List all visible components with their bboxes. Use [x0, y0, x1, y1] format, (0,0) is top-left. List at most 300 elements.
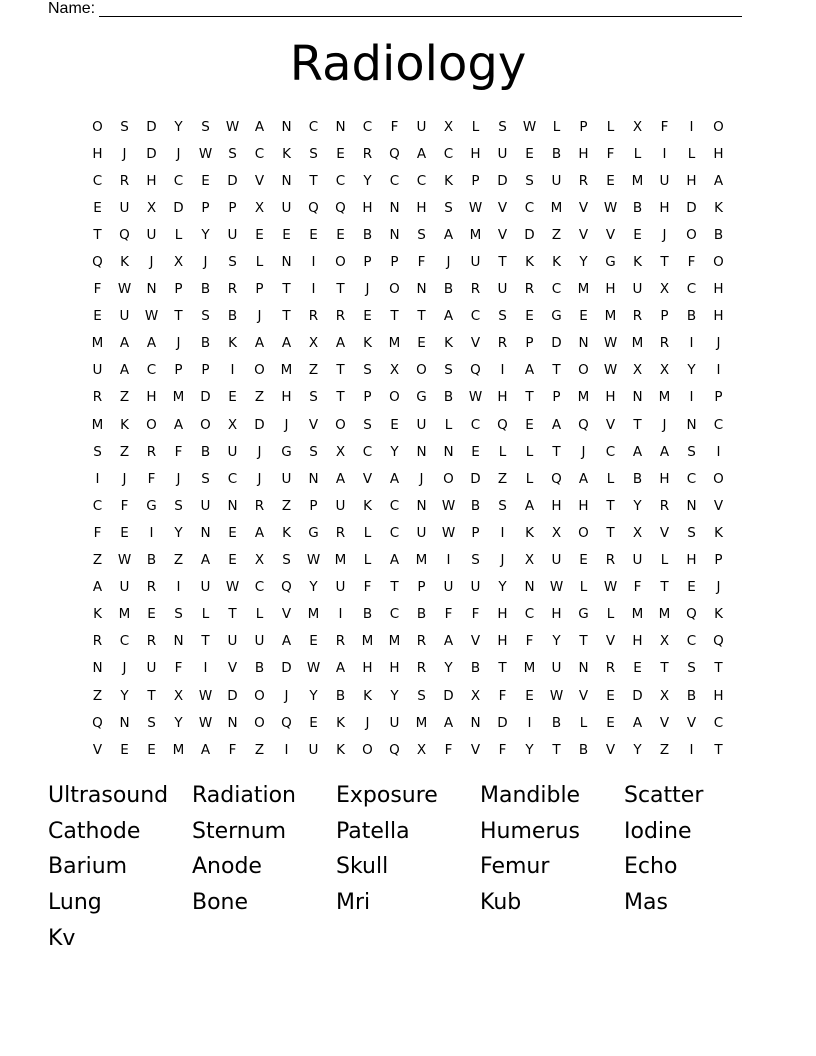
- grid-letter[interactable]: P: [552, 389, 561, 406]
- grid-letter[interactable]: V: [92, 741, 103, 758]
- grid-letter[interactable]: P: [579, 118, 588, 135]
- grid-letter[interactable]: L: [255, 606, 264, 623]
- grid-letter[interactable]: P: [390, 254, 399, 271]
- grid-letter[interactable]: I: [500, 362, 505, 379]
- grid-letter[interactable]: Y: [579, 254, 588, 271]
- grid-letter[interactable]: L: [579, 714, 588, 731]
- grid-letter[interactable]: M: [550, 199, 563, 216]
- grid-letter[interactable]: C: [389, 172, 400, 189]
- name-field[interactable]: [48, 0, 742, 18]
- grid-letter[interactable]: W: [468, 389, 483, 406]
- grid-letter[interactable]: A: [119, 362, 130, 379]
- grid-letter[interactable]: R: [146, 633, 157, 650]
- grid-letter[interactable]: N: [92, 660, 103, 677]
- grid-letter[interactable]: X: [632, 524, 643, 541]
- grid-letter[interactable]: L: [633, 145, 642, 162]
- grid-letter[interactable]: K: [714, 606, 723, 623]
- grid-letter[interactable]: A: [335, 660, 346, 677]
- grid-letter[interactable]: E: [525, 145, 534, 162]
- grid-letter[interactable]: A: [578, 470, 589, 487]
- grid-letter[interactable]: E: [309, 633, 318, 650]
- grid-letter[interactable]: U: [92, 362, 103, 379]
- grid-letter[interactable]: F: [417, 254, 426, 271]
- grid-letter[interactable]: D: [686, 199, 697, 216]
- grid-letter[interactable]: O: [713, 470, 724, 487]
- grid-letter[interactable]: N: [308, 470, 319, 487]
- grid-letter[interactable]: X: [173, 687, 184, 704]
- grid-letter[interactable]: X: [659, 281, 670, 298]
- grid-letter[interactable]: H: [551, 606, 562, 623]
- grid-letter[interactable]: W: [306, 660, 321, 677]
- grid-letter[interactable]: A: [335, 470, 346, 487]
- grid-letter[interactable]: T: [336, 362, 345, 379]
- grid-letter[interactable]: B: [578, 741, 589, 758]
- grid-letter[interactable]: C: [443, 145, 454, 162]
- grid-letter[interactable]: S: [228, 254, 237, 271]
- grid-letter[interactable]: M: [388, 633, 401, 650]
- grid-letter[interactable]: N: [119, 714, 130, 731]
- grid-letter[interactable]: U: [281, 470, 292, 487]
- grid-letter[interactable]: E: [201, 172, 210, 189]
- grid-letter[interactable]: U: [632, 552, 643, 569]
- grid-letter[interactable]: J: [419, 470, 424, 487]
- grid-letter[interactable]: E: [255, 226, 264, 243]
- grid-letter[interactable]: R: [254, 497, 265, 514]
- grid-letter[interactable]: H: [362, 660, 373, 677]
- grid-letter[interactable]: C: [92, 497, 103, 514]
- grid-letter[interactable]: F: [93, 524, 102, 541]
- grid-letter[interactable]: H: [713, 281, 724, 298]
- grid-letter[interactable]: Y: [309, 579, 318, 596]
- grid-letter[interactable]: N: [578, 660, 589, 677]
- grid-letter[interactable]: F: [660, 118, 669, 135]
- grid-letter[interactable]: Y: [444, 660, 453, 677]
- grid-letter[interactable]: X: [416, 741, 427, 758]
- grid-letter[interactable]: J: [716, 335, 721, 352]
- grid-letter[interactable]: T: [714, 741, 723, 758]
- name-blank-line[interactable]: [99, 0, 742, 17]
- grid-letter[interactable]: O: [254, 362, 265, 379]
- grid-letter[interactable]: M: [280, 362, 293, 379]
- grid-letter[interactable]: E: [93, 308, 102, 325]
- grid-letter[interactable]: H: [389, 660, 400, 677]
- grid-letter[interactable]: R: [578, 172, 589, 189]
- grid-letter[interactable]: W: [225, 118, 240, 135]
- grid-letter[interactable]: E: [525, 308, 534, 325]
- grid-letter[interactable]: G: [281, 443, 292, 460]
- grid-letter[interactable]: C: [416, 172, 427, 189]
- grid-letter[interactable]: D: [497, 714, 508, 731]
- grid-letter[interactable]: I: [149, 524, 154, 541]
- grid-letter[interactable]: Z: [659, 741, 670, 758]
- grid-letter[interactable]: K: [525, 254, 534, 271]
- grid-letter[interactable]: O: [389, 389, 400, 406]
- grid-letter[interactable]: C: [335, 172, 346, 189]
- grid-letter[interactable]: T: [147, 687, 156, 704]
- grid-letter[interactable]: L: [687, 145, 696, 162]
- grid-letter[interactable]: E: [120, 741, 129, 758]
- grid-letter[interactable]: I: [203, 660, 208, 677]
- grid-letter[interactable]: P: [660, 308, 669, 325]
- grid-letter[interactable]: U: [227, 226, 238, 243]
- grid-letter[interactable]: V: [497, 226, 508, 243]
- grid-letter[interactable]: A: [254, 118, 265, 135]
- grid-letter[interactable]: T: [390, 308, 399, 325]
- grid-letter[interactable]: K: [714, 199, 723, 216]
- grid-letter[interactable]: T: [606, 497, 615, 514]
- grid-letter[interactable]: N: [416, 281, 427, 298]
- grid-letter[interactable]: X: [632, 362, 643, 379]
- grid-letter[interactable]: J: [365, 714, 370, 731]
- grid-letter[interactable]: Q: [578, 416, 589, 433]
- grid-letter[interactable]: Y: [120, 687, 129, 704]
- grid-letter[interactable]: X: [524, 552, 535, 569]
- grid-letter[interactable]: K: [336, 714, 345, 731]
- grid-letter[interactable]: R: [659, 497, 670, 514]
- grid-letter[interactable]: V: [470, 741, 481, 758]
- grid-letter[interactable]: S: [444, 199, 453, 216]
- grid-letter[interactable]: J: [257, 443, 262, 460]
- grid-letter[interactable]: J: [122, 660, 127, 677]
- grid-letter[interactable]: H: [362, 199, 373, 216]
- grid-letter[interactable]: X: [173, 254, 184, 271]
- grid-letter[interactable]: T: [660, 579, 669, 596]
- grid-letter[interactable]: Y: [498, 579, 507, 596]
- grid-letter[interactable]: U: [146, 226, 157, 243]
- grid-letter[interactable]: M: [631, 606, 644, 623]
- grid-letter[interactable]: C: [146, 362, 157, 379]
- grid-letter[interactable]: X: [227, 416, 238, 433]
- grid-letter[interactable]: E: [606, 714, 615, 731]
- grid-letter[interactable]: J: [257, 308, 262, 325]
- grid-letter[interactable]: B: [146, 552, 157, 569]
- grid-letter[interactable]: B: [470, 497, 481, 514]
- grid-letter[interactable]: S: [498, 497, 507, 514]
- grid-letter[interactable]: F: [120, 497, 129, 514]
- grid-letter[interactable]: J: [716, 579, 721, 596]
- grid-letter[interactable]: Z: [119, 389, 130, 406]
- grid-letter[interactable]: H: [659, 470, 670, 487]
- grid-letter[interactable]: L: [444, 416, 453, 433]
- grid-letter[interactable]: P: [417, 579, 426, 596]
- grid-letter[interactable]: K: [228, 335, 237, 352]
- grid-letter[interactable]: F: [147, 470, 156, 487]
- grid-letter[interactable]: K: [363, 497, 372, 514]
- grid-letter[interactable]: C: [227, 470, 238, 487]
- grid-letter[interactable]: S: [309, 145, 318, 162]
- grid-letter[interactable]: W: [144, 308, 159, 325]
- grid-letter[interactable]: U: [551, 552, 562, 569]
- grid-letter[interactable]: J: [122, 145, 127, 162]
- grid-letter[interactable]: C: [470, 416, 481, 433]
- grid-letter[interactable]: B: [335, 687, 346, 704]
- grid-letter[interactable]: I: [446, 552, 451, 569]
- grid-letter[interactable]: W: [117, 281, 132, 298]
- grid-letter[interactable]: X: [308, 335, 319, 352]
- grid-letter[interactable]: I: [716, 362, 721, 379]
- grid-letter[interactable]: R: [497, 335, 508, 352]
- grid-letter[interactable]: U: [551, 660, 562, 677]
- grid-letter[interactable]: T: [552, 741, 561, 758]
- grid-letter[interactable]: P: [201, 199, 210, 216]
- grid-letter[interactable]: Y: [687, 362, 696, 379]
- grid-letter[interactable]: K: [363, 335, 372, 352]
- grid-letter[interactable]: F: [606, 145, 615, 162]
- grid-letter[interactable]: D: [470, 470, 481, 487]
- grid-letter[interactable]: S: [363, 362, 372, 379]
- grid-letter[interactable]: S: [525, 172, 534, 189]
- grid-letter[interactable]: P: [363, 254, 372, 271]
- grid-letter[interactable]: N: [227, 714, 238, 731]
- grid-letter[interactable]: S: [444, 362, 453, 379]
- grid-letter[interactable]: H: [713, 308, 724, 325]
- grid-letter[interactable]: I: [689, 741, 694, 758]
- grid-letter[interactable]: W: [198, 714, 213, 731]
- grid-letter[interactable]: P: [714, 389, 723, 406]
- grid-letter[interactable]: I: [95, 470, 100, 487]
- grid-letter[interactable]: U: [416, 416, 427, 433]
- grid-letter[interactable]: Q: [281, 714, 292, 731]
- grid-letter[interactable]: T: [93, 226, 102, 243]
- grid-letter[interactable]: L: [471, 118, 480, 135]
- grid-letter[interactable]: W: [603, 362, 618, 379]
- grid-letter[interactable]: V: [605, 741, 616, 758]
- grid-letter[interactable]: S: [282, 552, 291, 569]
- grid-letter[interactable]: R: [605, 552, 616, 569]
- grid-letter[interactable]: W: [522, 118, 537, 135]
- grid-letter[interactable]: B: [362, 226, 373, 243]
- grid-letter[interactable]: B: [713, 226, 724, 243]
- grid-letter[interactable]: V: [713, 497, 724, 514]
- grid-letter[interactable]: M: [469, 226, 482, 243]
- grid-letter[interactable]: T: [660, 660, 669, 677]
- grid-letter[interactable]: B: [443, 281, 454, 298]
- grid-letter[interactable]: R: [308, 308, 319, 325]
- grid-letter[interactable]: R: [335, 524, 346, 541]
- grid-letter[interactable]: A: [119, 335, 130, 352]
- grid-letter[interactable]: E: [606, 172, 615, 189]
- grid-letter[interactable]: S: [228, 145, 237, 162]
- grid-letter[interactable]: M: [631, 335, 644, 352]
- grid-letter[interactable]: O: [713, 118, 724, 135]
- grid-letter[interactable]: U: [416, 524, 427, 541]
- grid-letter[interactable]: H: [713, 145, 724, 162]
- grid-letter[interactable]: J: [176, 145, 181, 162]
- grid-letter[interactable]: I: [716, 443, 721, 460]
- grid-letter[interactable]: T: [714, 660, 723, 677]
- grid-letter[interactable]: V: [605, 226, 616, 243]
- grid-letter[interactable]: T: [552, 362, 561, 379]
- grid-letter[interactable]: V: [605, 633, 616, 650]
- grid-letter[interactable]: Z: [308, 362, 319, 379]
- grid-letter[interactable]: M: [658, 606, 671, 623]
- grid-letter[interactable]: U: [470, 579, 481, 596]
- grid-letter[interactable]: N: [281, 254, 292, 271]
- grid-letter[interactable]: B: [632, 470, 643, 487]
- grid-letter[interactable]: S: [309, 389, 318, 406]
- grid-letter[interactable]: U: [551, 172, 562, 189]
- grid-letter[interactable]: B: [551, 145, 562, 162]
- grid-letter[interactable]: J: [581, 443, 586, 460]
- grid-letter[interactable]: W: [225, 579, 240, 596]
- grid-letter[interactable]: A: [389, 552, 400, 569]
- grid-letter[interactable]: O: [254, 687, 265, 704]
- grid-letter[interactable]: E: [228, 389, 237, 406]
- grid-letter[interactable]: X: [659, 362, 670, 379]
- grid-letter[interactable]: S: [687, 524, 696, 541]
- grid-letter[interactable]: A: [551, 416, 562, 433]
- grid-letter[interactable]: X: [470, 687, 481, 704]
- grid-letter[interactable]: C: [362, 118, 373, 135]
- grid-letter[interactable]: J: [662, 416, 667, 433]
- grid-letter[interactable]: E: [606, 687, 615, 704]
- grid-letter[interactable]: E: [687, 579, 696, 596]
- grid-letter[interactable]: D: [551, 335, 562, 352]
- grid-letter[interactable]: I: [284, 741, 289, 758]
- grid-letter[interactable]: A: [254, 335, 265, 352]
- grid-letter[interactable]: I: [311, 254, 316, 271]
- grid-letter[interactable]: G: [578, 606, 589, 623]
- grid-letter[interactable]: M: [307, 606, 320, 623]
- grid-letter[interactable]: S: [687, 443, 696, 460]
- grid-letter[interactable]: N: [173, 633, 184, 650]
- grid-letter[interactable]: J: [176, 335, 181, 352]
- grid-letter[interactable]: K: [714, 524, 723, 541]
- grid-letter[interactable]: N: [578, 335, 589, 352]
- grid-letter[interactable]: E: [363, 308, 372, 325]
- grid-letter[interactable]: Z: [173, 552, 184, 569]
- grid-letter[interactable]: S: [471, 552, 480, 569]
- grid-letter[interactable]: U: [119, 199, 130, 216]
- grid-letter[interactable]: Z: [92, 552, 103, 569]
- grid-letter[interactable]: E: [147, 606, 156, 623]
- grid-letter[interactable]: B: [470, 660, 481, 677]
- grid-letter[interactable]: C: [524, 606, 535, 623]
- grid-letter[interactable]: E: [633, 226, 642, 243]
- grid-letter[interactable]: Y: [174, 714, 183, 731]
- grid-letter[interactable]: V: [605, 416, 616, 433]
- grid-letter[interactable]: W: [117, 552, 132, 569]
- grid-letter[interactable]: P: [201, 362, 210, 379]
- grid-letter[interactable]: N: [281, 172, 292, 189]
- grid-letter[interactable]: J: [365, 281, 370, 298]
- grid-letter[interactable]: O: [686, 226, 697, 243]
- grid-letter[interactable]: M: [172, 389, 185, 406]
- grid-letter[interactable]: Y: [390, 687, 399, 704]
- grid-letter[interactable]: P: [228, 199, 237, 216]
- grid-letter[interactable]: S: [309, 443, 318, 460]
- grid-letter[interactable]: V: [281, 606, 292, 623]
- grid-letter[interactable]: Q: [497, 416, 508, 433]
- grid-letter[interactable]: F: [174, 443, 183, 460]
- grid-letter[interactable]: R: [605, 660, 616, 677]
- grid-letter[interactable]: N: [389, 226, 400, 243]
- grid-letter[interactable]: F: [444, 606, 453, 623]
- grid-letter[interactable]: R: [659, 335, 670, 352]
- grid-letter[interactable]: A: [389, 470, 400, 487]
- grid-letter[interactable]: F: [498, 687, 507, 704]
- grid-letter[interactable]: J: [500, 552, 505, 569]
- grid-letter[interactable]: J: [149, 254, 154, 271]
- grid-letter[interactable]: V: [470, 335, 481, 352]
- grid-letter[interactable]: A: [281, 633, 292, 650]
- grid-letter[interactable]: Q: [308, 199, 319, 216]
- grid-letter[interactable]: U: [497, 281, 508, 298]
- grid-letter[interactable]: N: [470, 714, 481, 731]
- grid-letter[interactable]: S: [498, 118, 507, 135]
- grid-letter[interactable]: E: [336, 226, 345, 243]
- grid-letter[interactable]: X: [659, 633, 670, 650]
- grid-letter[interactable]: X: [254, 199, 265, 216]
- grid-letter[interactable]: U: [281, 199, 292, 216]
- grid-letter[interactable]: Z: [281, 497, 292, 514]
- grid-letter[interactable]: V: [659, 714, 670, 731]
- grid-letter[interactable]: R: [119, 172, 130, 189]
- grid-letter[interactable]: Z: [119, 443, 130, 460]
- grid-letter[interactable]: C: [605, 443, 616, 460]
- grid-letter[interactable]: D: [146, 145, 157, 162]
- grid-letter[interactable]: M: [577, 389, 590, 406]
- grid-letter[interactable]: R: [362, 145, 373, 162]
- grid-letter[interactable]: Y: [309, 687, 318, 704]
- grid-letter[interactable]: Q: [335, 199, 346, 216]
- grid-letter[interactable]: R: [524, 281, 535, 298]
- grid-letter[interactable]: H: [497, 633, 508, 650]
- grid-letter[interactable]: N: [416, 497, 427, 514]
- grid-letter[interactable]: K: [525, 524, 534, 541]
- grid-letter[interactable]: Q: [470, 362, 481, 379]
- grid-letter[interactable]: Q: [389, 741, 400, 758]
- grid-letter[interactable]: K: [93, 606, 102, 623]
- grid-letter[interactable]: C: [119, 633, 130, 650]
- grid-letter[interactable]: E: [579, 552, 588, 569]
- grid-letter[interactable]: J: [203, 254, 208, 271]
- grid-letter[interactable]: C: [713, 416, 724, 433]
- grid-letter[interactable]: L: [660, 552, 669, 569]
- grid-letter[interactable]: H: [146, 172, 157, 189]
- grid-letter[interactable]: T: [498, 254, 507, 271]
- grid-letter[interactable]: I: [689, 335, 694, 352]
- grid-letter[interactable]: H: [578, 145, 589, 162]
- grid-letter[interactable]: H: [686, 172, 697, 189]
- grid-letter[interactable]: O: [416, 362, 427, 379]
- grid-letter[interactable]: J: [446, 254, 451, 271]
- grid-letter[interactable]: A: [254, 524, 265, 541]
- grid-letter[interactable]: A: [659, 443, 670, 460]
- grid-letter[interactable]: R: [335, 308, 346, 325]
- grid-letter[interactable]: U: [497, 145, 508, 162]
- grid-letter[interactable]: I: [662, 145, 667, 162]
- grid-letter[interactable]: K: [363, 687, 372, 704]
- grid-letter[interactable]: U: [335, 497, 346, 514]
- grid-letter[interactable]: O: [362, 741, 373, 758]
- grid-letter[interactable]: T: [579, 633, 588, 650]
- grid-letter[interactable]: U: [389, 714, 400, 731]
- grid-letter[interactable]: C: [389, 606, 400, 623]
- grid-letter[interactable]: L: [525, 443, 534, 460]
- grid-letter[interactable]: T: [606, 524, 615, 541]
- grid-letter[interactable]: E: [525, 416, 534, 433]
- grid-letter[interactable]: E: [417, 335, 426, 352]
- grid-letter[interactable]: Q: [713, 633, 724, 650]
- grid-letter[interactable]: A: [443, 633, 454, 650]
- grid-letter[interactable]: P: [309, 497, 318, 514]
- grid-letter[interactable]: T: [390, 579, 399, 596]
- grid-letter[interactable]: H: [686, 552, 697, 569]
- grid-letter[interactable]: X: [551, 524, 562, 541]
- grid-letter[interactable]: H: [146, 389, 157, 406]
- grid-letter[interactable]: Y: [633, 741, 642, 758]
